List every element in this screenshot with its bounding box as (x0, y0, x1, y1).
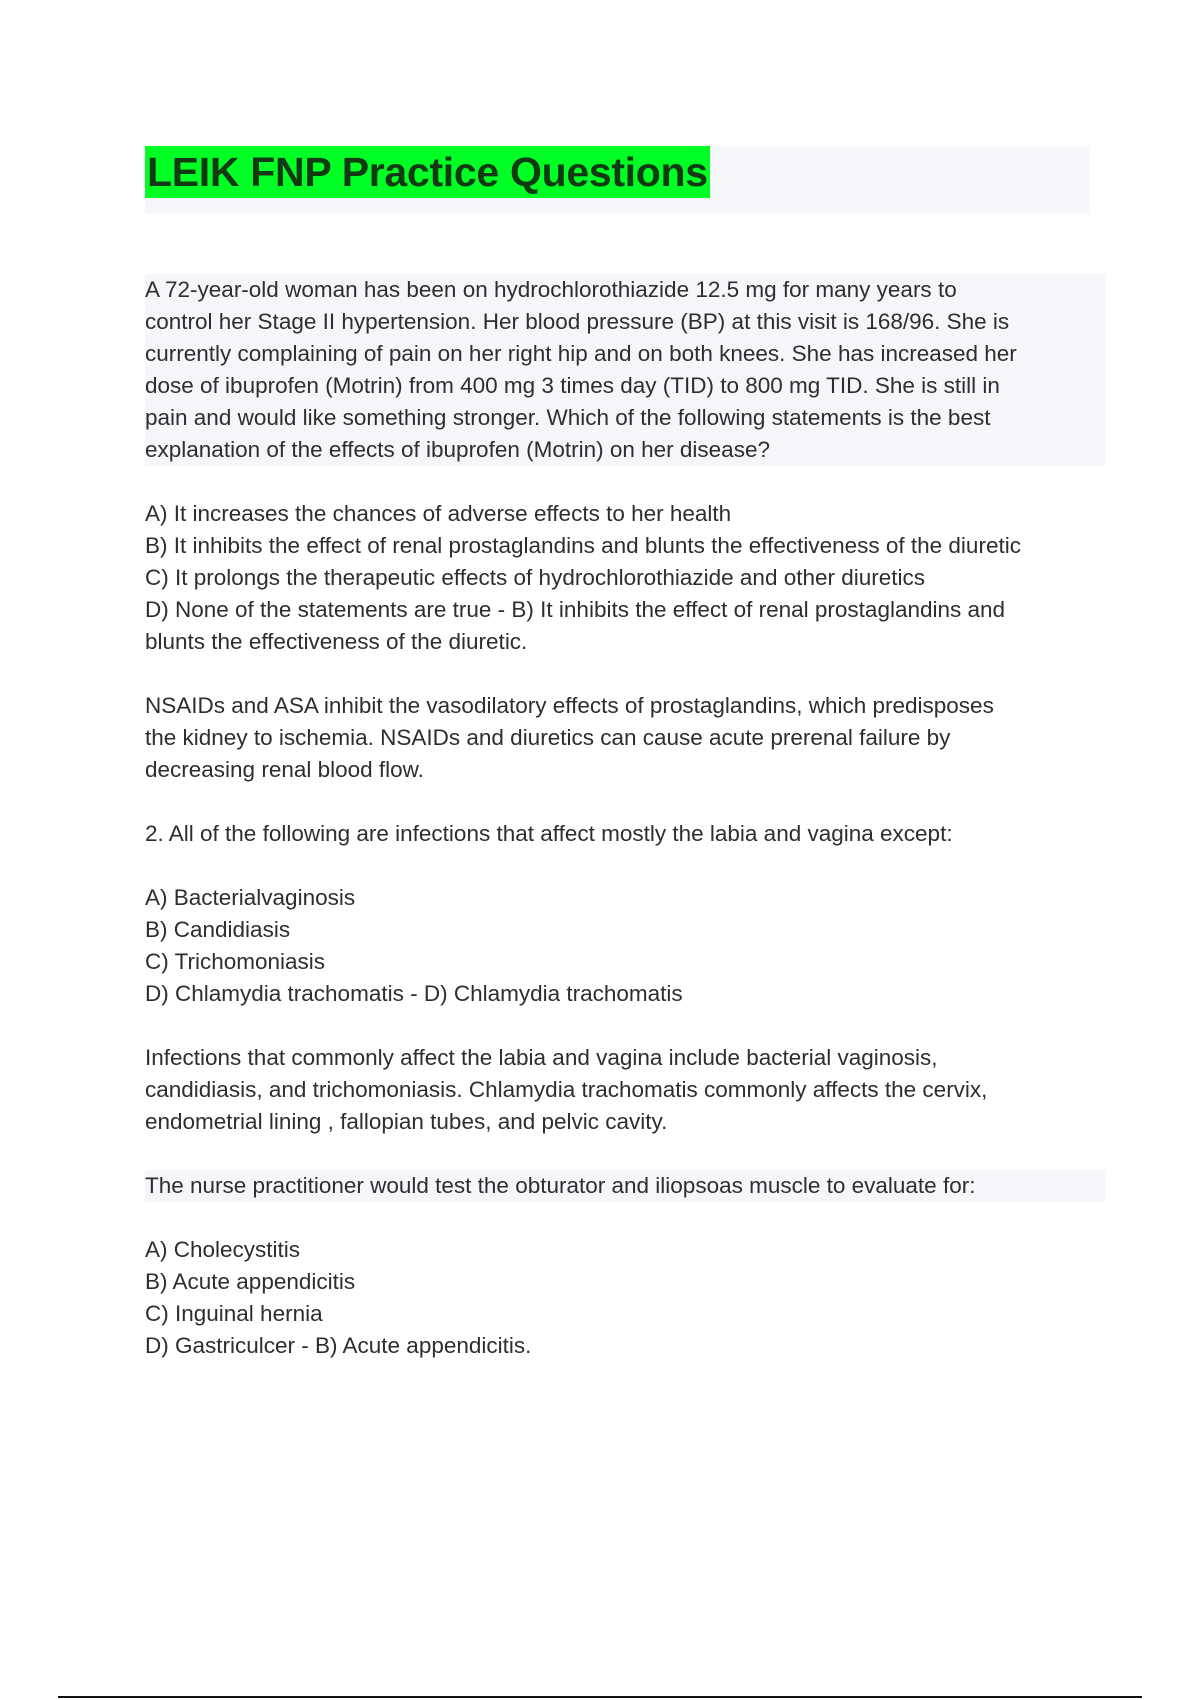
answer-option: C) Inguinal hernia (145, 1301, 323, 1326)
answer-option: D) Chlamydia trachomatis - D) Chlamydia trachomatis (145, 981, 683, 1006)
text-line: decreasing renal blood flow. (145, 757, 424, 782)
answer-option: D) None of the statements are true - B) It inhibits the effect of renal prostaglandins and (145, 597, 1006, 622)
answer-option: A) It increases the chances of adverse effects to her health (145, 501, 732, 526)
text-line: explanation of the effects of ibuprofen (Motrin) on her disease? (145, 434, 1105, 466)
document-content (145, 274, 1105, 1394)
text-line: control her Stage II hypertension. Her blood pressure (BP) at this visit is 168/96. She is (145, 306, 1105, 338)
text-line: NSAIDs and ASA inhibit the vasodilatory effects of prostaglandins, which predisposes (145, 693, 994, 718)
question-2-stem (145, 818, 1105, 850)
title-bar (145, 146, 1089, 214)
text-line: dose of ibuprofen (Motrin) from 400 mg 3 times day (TID) to 800 mg TID. She is still in (145, 370, 1105, 402)
text-line: currently complaining of pain on her right hip and on both knees. She has increased her (145, 338, 1105, 370)
question-3-options (145, 1234, 1105, 1362)
text-line: candidiasis, and trichomoniasis. Chlamydia trachomatis commonly affects the cervix, (145, 1077, 988, 1102)
answer-option: C) Trichomoniasis (145, 949, 326, 974)
text-line: The nurse practitioner would test the obturator and iliopsoas muscle to evaluate for: (145, 1170, 1105, 1202)
answer-option: A) Cholecystitis (145, 1237, 301, 1262)
text-line: 2. All of the following are infections that affect mostly the labia and vagina except: (145, 821, 953, 846)
question-2-options (145, 882, 1105, 1010)
text-line: pain and would like something stronger. Which of the following statements is the best (145, 402, 1105, 434)
answer-option: D) Gastriculcer - B) Acute appendicitis. (145, 1333, 532, 1358)
question-3-stem (145, 1170, 1105, 1202)
page-bottom-divider (58, 1696, 1142, 1698)
question-2-explanation (145, 1042, 1105, 1138)
text-line: the kidney to ischemia. NSAIDs and diuretics can cause acute prerenal failure by (145, 725, 951, 750)
answer-option: B) Acute appendicitis (145, 1269, 356, 1294)
answer-option: B) It inhibits the effect of renal prostaglandins and blunts the effectiveness of the diuretic (145, 533, 1021, 558)
question-1-options (145, 498, 1105, 658)
text-line: Infections that commonly affect the labia and vagina include bacterial vaginosis, (145, 1045, 938, 1070)
question-1-explanation (145, 690, 1105, 786)
question-1-stem (145, 274, 1105, 466)
answer-option: B) Candidiasis (145, 917, 291, 942)
text-line: endometrial lining , fallopian tubes, and pelvic cavity. (145, 1109, 668, 1134)
document-title: LEIK FNP Practice Questions (145, 146, 710, 198)
answer-option: A) Bacterialvaginosis (145, 885, 356, 910)
answer-option: C) It prolongs the therapeutic effects of hydrochlorothiazide and other diuretics (145, 565, 926, 590)
answer-option: blunts the effectiveness of the diuretic. (145, 629, 528, 654)
text-line: A 72-year-old woman has been on hydrochlorothiazide 12.5 mg for many years to (145, 274, 1105, 306)
